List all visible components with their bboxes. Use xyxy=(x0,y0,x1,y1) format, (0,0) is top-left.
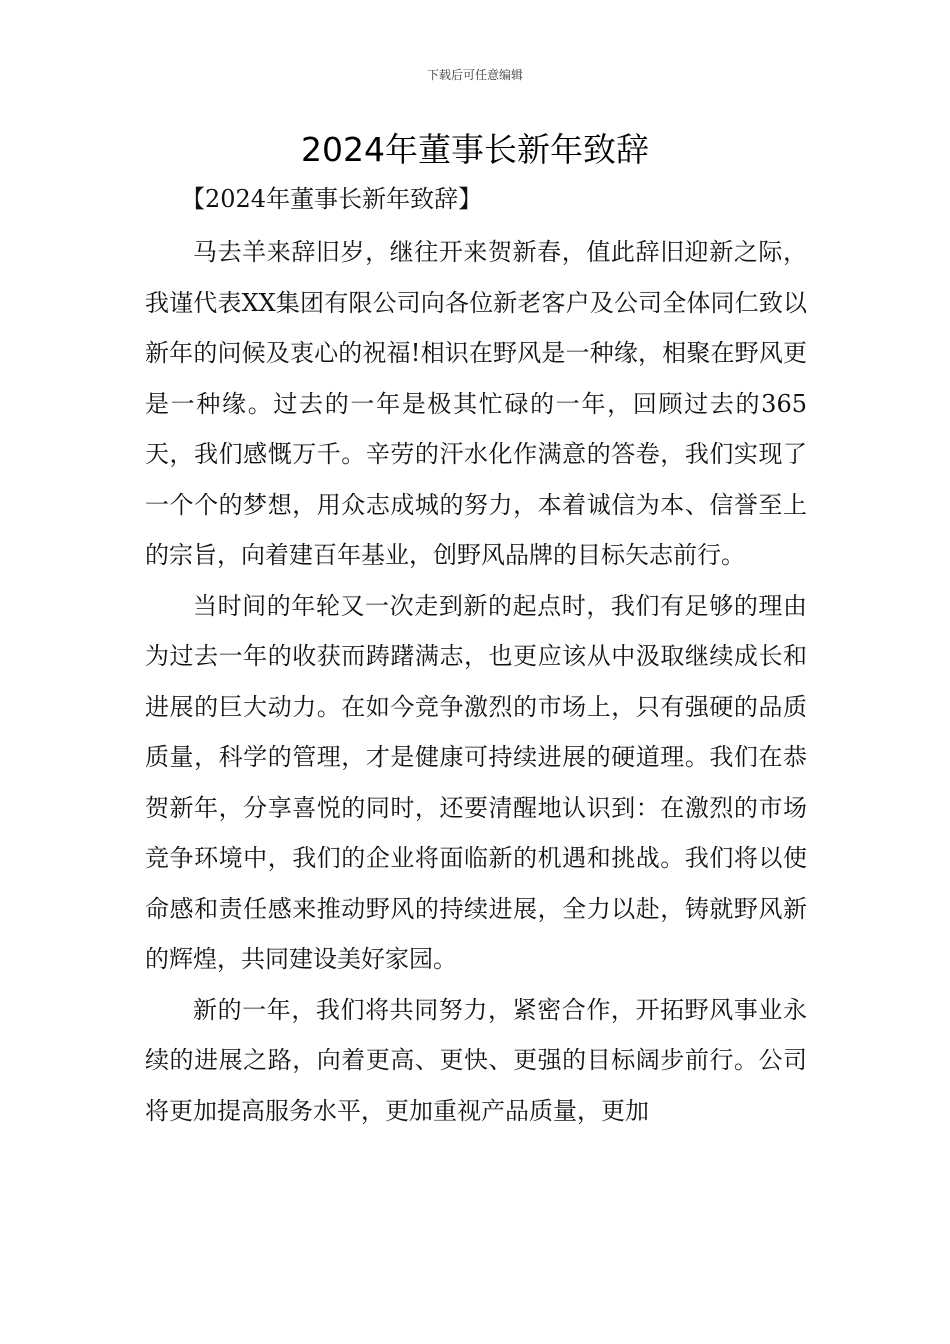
paragraph-1: 马去羊来辞旧岁，继往开来贺新春，值此辞旧迎新之际，我谨代表XX集团有限公司向各位新老客户及公司全体同仁致以新年的问候及衷心的祝福!相识在野风是一种缘，相聚在野风更是一种缘。过去的一年是极其忙碌的一年，回顾过去的365天，我们感慨万千。辛劳的汗水化作满意的答卷，我们实现了一个个的梦想，用众志成城的努力，本着诚信为本、信誉至上的宗旨，向着建百年基业，创野风品牌的目标矢志前行。 xyxy=(145,238,807,569)
page-header-note: 下载后可任意编辑 xyxy=(426,68,523,82)
document-subtitle: 【2024年董事长新年致辞】 xyxy=(181,185,483,213)
paragraph-3: 新的一年，我们将共同努力，紧密合作，开拓野风事业永续的进展之路，向着更高、更快、更强的目标阔步前行。公司将更加提高服务水平，更加重视产品质量，更加 xyxy=(145,995,807,1125)
paragraph-2: 当时间的年轮又一次走到新的起点时，我们有足够的理由为过去一年的收获而踌躇满志，也更应该从中汲取继续成长和进展的巨大动力。在如今竞争激烈的市场上，只有强硬的品质质量，科学的管理，才是健康可持续进展的硬道理。我们在恭贺新年，分享喜悦的同时，还要清醒地认识到：在激烈的市场竞争环境中，我们的企业将面临新的机遇和挑战。我们将以使命感和责任感来推动野风的持续进展，全力以赴，铸就野风新的辉煌，共同建设美好家园。 xyxy=(145,591,807,973)
document-title: 2024年董事长新年致辞 xyxy=(301,130,649,169)
document-body xyxy=(145,177,807,1136)
